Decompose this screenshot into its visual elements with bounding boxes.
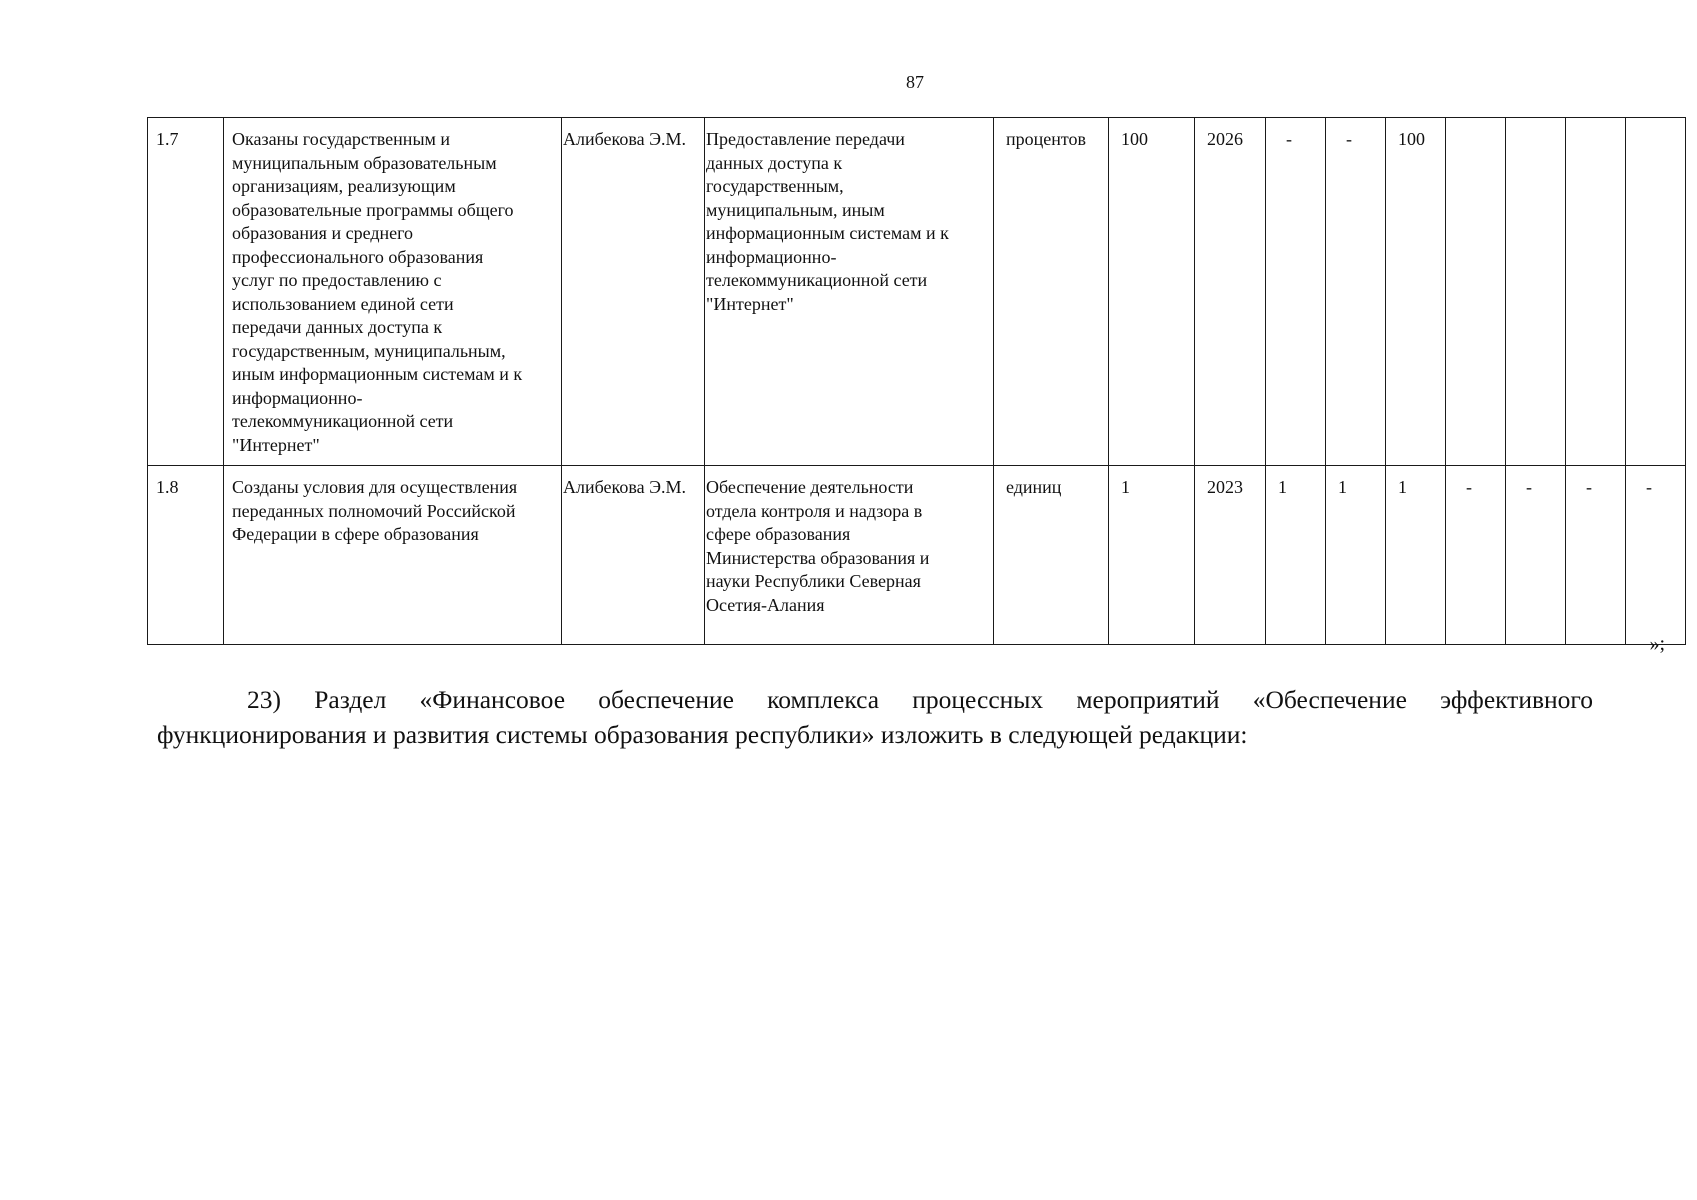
responsible-cell: Алибекова Э.М. bbox=[562, 466, 705, 645]
table-row bbox=[148, 466, 1686, 645]
responsible-cell: Алибекова Э.М. bbox=[562, 118, 705, 466]
measures-table bbox=[147, 117, 1686, 645]
value-cell: - bbox=[1266, 118, 1326, 466]
row-number: 1.7 bbox=[148, 118, 224, 466]
characteristic-cell: Предоставление передачи данных доступа к государственным, муниципальным, иным информационным системам и к информационно- телекоммуникационной сети "Интернет" bbox=[705, 118, 994, 466]
year-cell: 2023 bbox=[1195, 466, 1266, 645]
unit-cell: единиц bbox=[994, 466, 1109, 645]
base-value-cell: 1 bbox=[1109, 466, 1195, 645]
base-value-cell: 100 bbox=[1109, 118, 1195, 466]
result-cell: Оказаны государственным и муниципальным образовательным организациям, реализующим образовательные программы общего образования и среднего профессионального образования услуг по предоставлению с использованием единой сети передачи данных доступа к государственным, муниципальным, иным информационным системам и к информационно- телекоммуникационной сети "Интернет" bbox=[224, 118, 562, 466]
value-cell: 100 bbox=[1386, 118, 1446, 466]
value-cell bbox=[1566, 118, 1626, 466]
value-cell bbox=[1626, 118, 1686, 466]
value-cell: - bbox=[1506, 466, 1566, 645]
value-cell: 1 bbox=[1386, 466, 1446, 645]
value-cell: - bbox=[1446, 466, 1506, 645]
year-cell: 2026 bbox=[1195, 118, 1266, 466]
closing-quote-mark: »; bbox=[1649, 633, 1665, 655]
value-cell bbox=[1446, 118, 1506, 466]
value-cell: - bbox=[1326, 118, 1386, 466]
result-cell: Созданы условия для осуществления переданных полномочий Российской Федерации в сфере образования bbox=[224, 466, 562, 645]
value-cell: 1 bbox=[1326, 466, 1386, 645]
unit-cell: процентов bbox=[994, 118, 1109, 466]
table-row bbox=[148, 118, 1686, 466]
value-cell: - bbox=[1626, 466, 1686, 645]
value-cell bbox=[1506, 118, 1566, 466]
value-cell: 1 bbox=[1266, 466, 1326, 645]
row-number: 1.8 bbox=[148, 466, 224, 645]
amendment-paragraph: 23) Раздел «Финансовое обеспечение комплекса процессных мероприятий «Обеспечение эффективного функционирования и развития системы образования республики» изложить в следующей редакции: bbox=[157, 685, 1593, 749]
characteristic-cell: Обеспечение деятельности отдела контроля и надзора в сфере образования Министерства образования и науки Республики Северная Осетия-Алания bbox=[705, 466, 994, 645]
page-number: 87 bbox=[906, 72, 924, 92]
value-cell: - bbox=[1566, 466, 1626, 645]
